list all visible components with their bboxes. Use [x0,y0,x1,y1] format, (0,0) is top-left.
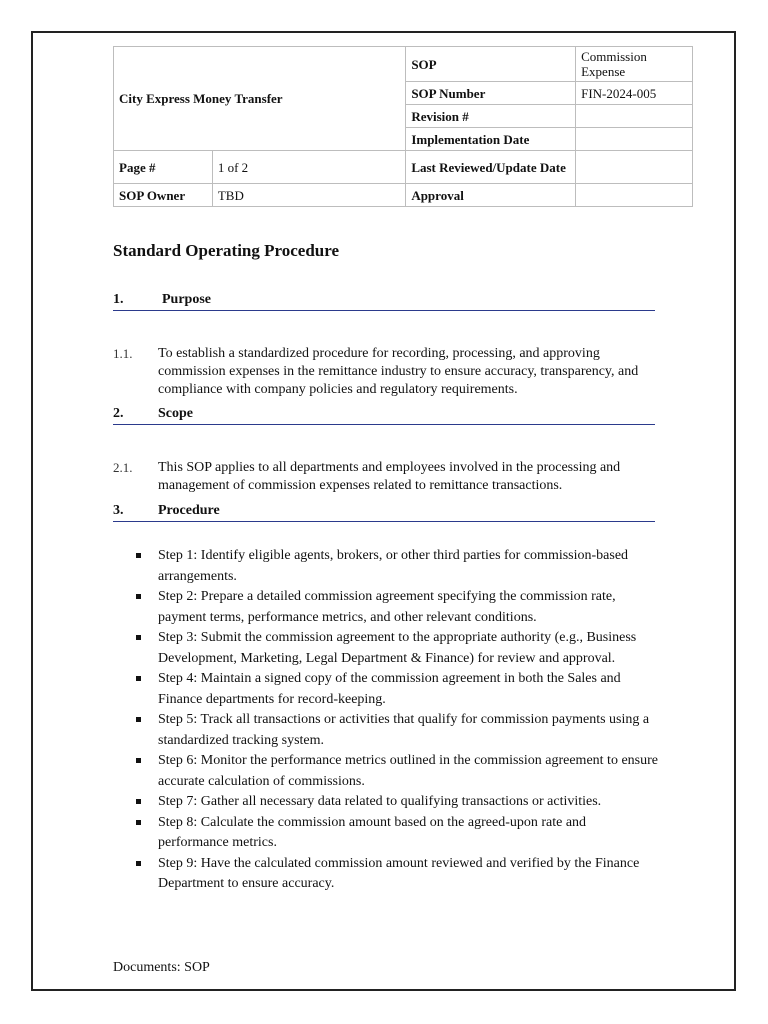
sop-number-label: SOP Number [406,82,576,105]
item-number: 2.1. [113,460,133,475]
sop-owner-label: SOP Owner [114,184,213,207]
bullet-icon [136,861,141,866]
bullet-icon [136,676,141,681]
bullet-icon [136,758,141,763]
list-item [113,813,658,854]
section-label: Purpose [162,292,211,307]
step-text: Step 7: Gather all necessary data related to qualifying transactions or activities. [158,794,602,809]
section-number: 3. [113,503,124,518]
list-item [113,854,658,895]
step-text: Step 5: Track all transactions or activities that qualify for commission payments using a standardized tracking system. [158,712,650,748]
item-text: To establish a standardized procedure for recording, processing, and approving commission expenses in the remittance industry to ensure accuracy, transparency, and compliance with company policies and regulatory requirements. [158,346,639,397]
bullet-icon [136,799,141,804]
list-item [113,669,658,710]
item-text: This SOP applies to all departments and employees involved in the processing and management of commission expenses related to remittance transactions. [158,460,621,493]
approval-value [576,184,693,207]
step-text: Step 6: Monitor the performance metrics outlined in the commission agreement to ensure accurate calculation of commissions. [158,753,658,789]
revision-value [576,105,693,128]
purpose-item [113,345,658,399]
revision-label: Revision # [406,105,576,128]
sop-number-value: FIN-2024-005 [576,82,693,105]
bullet-icon [136,635,141,640]
company-name: City Express Money Transfer [114,47,406,151]
step-text: Step 8: Calculate the commission amount based on the agreed-upon rate and performance metrics. [158,814,587,850]
step-text: Step 4: Maintain a signed copy of the commission agreement in both the Sales and Finance departments for record-keeping. [158,671,621,707]
step-text: Step 1: Identify eligible agents, brokers, or other third parties for commission-based arrangements. [158,548,629,584]
list-item [113,710,658,751]
sop-owner-value: TBD [212,184,405,207]
sop-label: SOP [406,47,576,82]
approval-label: Approval [406,184,576,207]
footer-documents: Documents: SOP [113,960,210,975]
page-label: Page # [114,151,213,184]
list-item [113,587,658,628]
scope-item [113,459,658,495]
section-purpose-heading [113,292,655,311]
list-item [113,546,658,587]
page-title: Standard Operating Procedure [113,241,340,260]
section-procedure-heading [113,503,655,522]
implementation-date-label: Implementation Date [406,128,576,151]
last-reviewed-value [576,151,693,184]
section-number: 1. [113,292,124,307]
bullet-icon [136,594,141,599]
list-item [113,628,658,669]
step-text: Step 3: Submit the commission agreement to the appropriate authority (e.g., Business Development, Marketing, Legal Department & Finance) for review and approval. [158,630,637,666]
section-label: Scope [158,406,193,421]
sop-value: Commission Expense [576,47,693,82]
implementation-date-value [576,128,693,151]
sop-header-table [113,46,693,207]
last-reviewed-label: Last Reviewed/Update Date [406,151,576,184]
section-scope-heading [113,406,655,425]
section-number: 2. [113,406,124,421]
step-text: Step 2: Prepare a detailed commission agreement specifying the commission rate, payment terms, performance metrics, and other relevant conditions. [158,589,616,625]
bullet-icon [136,717,141,722]
bullet-icon [136,553,141,558]
section-label: Procedure [158,503,220,518]
item-number: 1.1. [113,346,133,361]
list-item [113,792,658,813]
page-value: 1 of 2 [212,151,405,184]
procedure-steps-list [113,546,658,895]
step-text: Step 9: Have the calculated commission amount reviewed and verified by the Finance Department to ensure accuracy. [158,855,640,891]
bullet-icon [136,820,141,825]
list-item [113,751,658,792]
